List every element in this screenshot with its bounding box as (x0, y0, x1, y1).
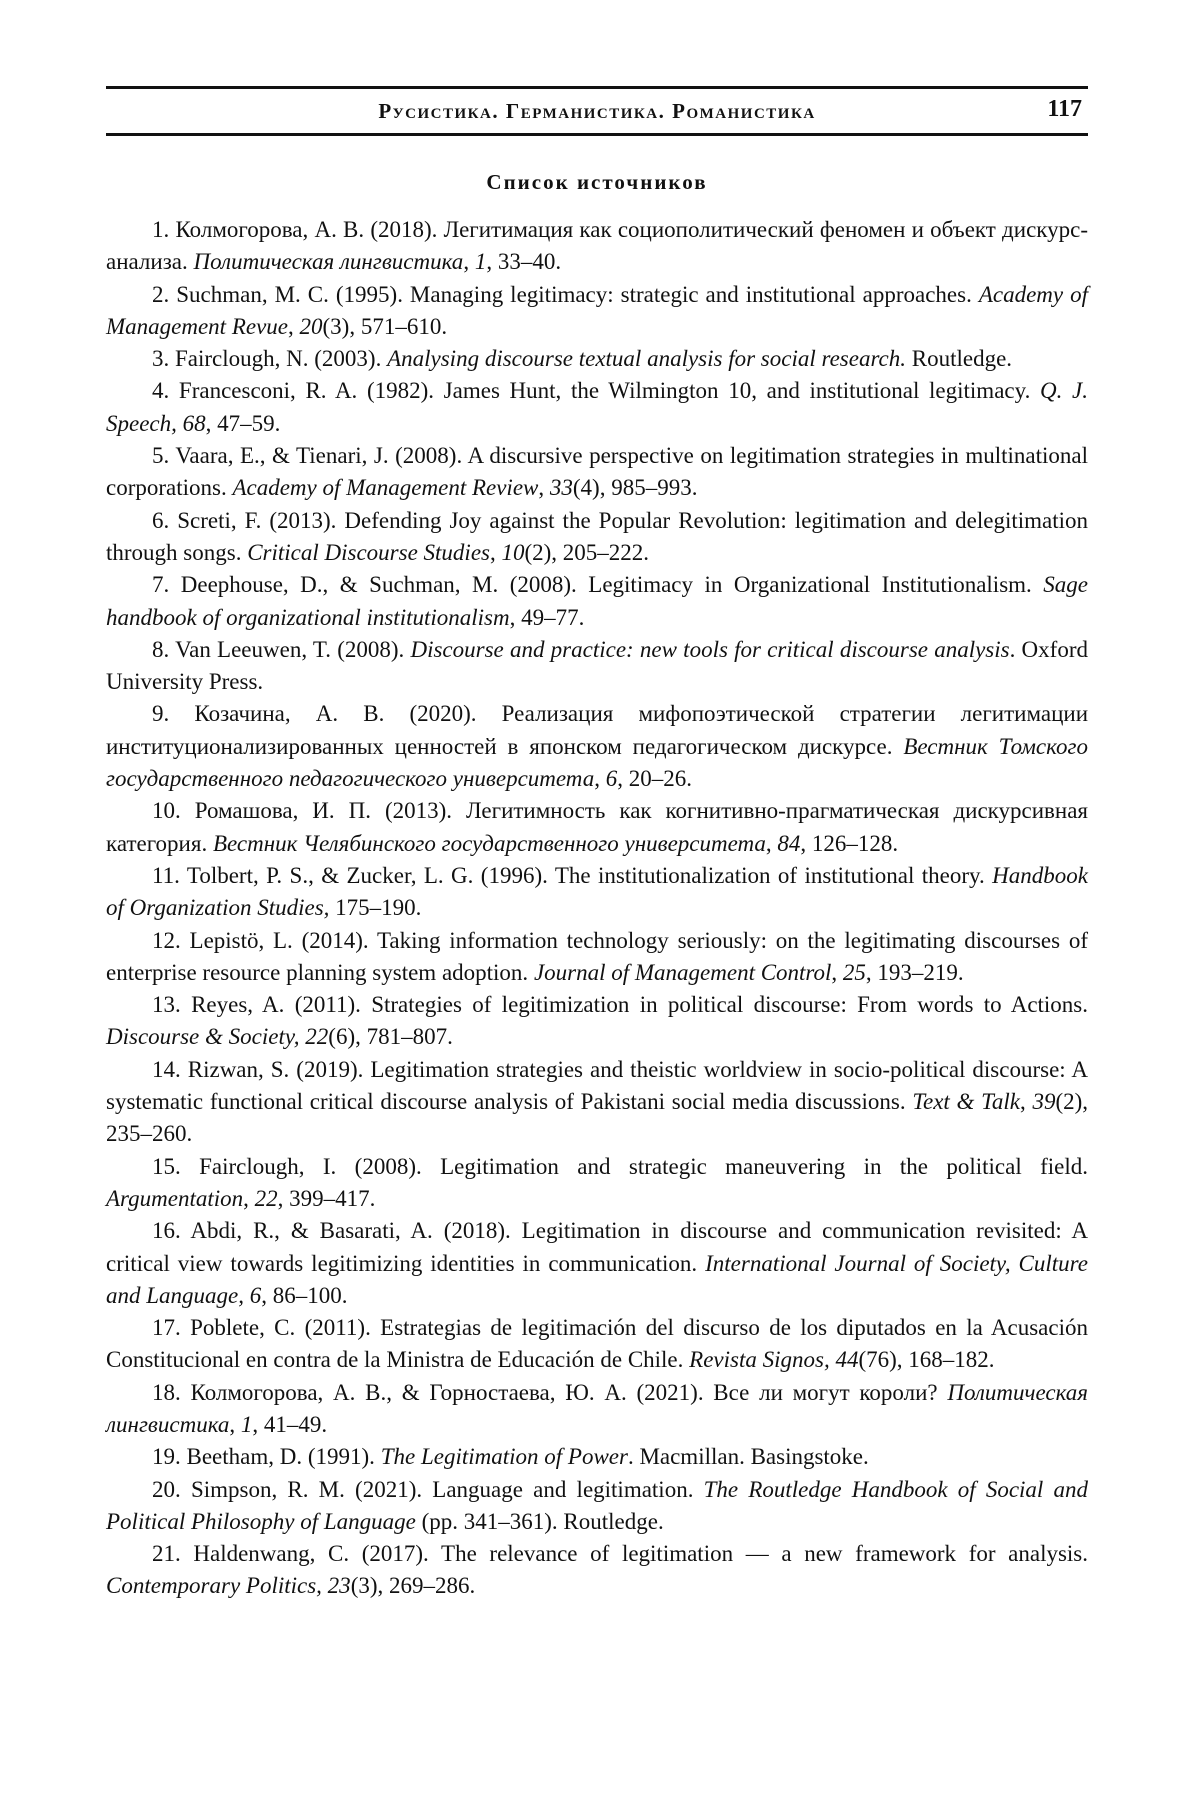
reference-text: , 193–219. (866, 960, 964, 985)
reference-number: 11. (152, 863, 180, 888)
reference-text: Van Leeuwen, T. (2008). (175, 637, 410, 662)
reference-source-italic: Вестник Челябинского государственного университета (213, 831, 766, 856)
reference-text: Козачина, А. В. (2020). Реализация мифопоэтической стратегии легитимации институционализированных ценностей в японском педагогическом дискурсе. (106, 701, 1088, 758)
reference-text: (6), 781–807. (328, 1024, 453, 1049)
reference-text: , (229, 1412, 241, 1437)
reference-text: Fairclough, N. (2003). (175, 346, 387, 371)
reference-text: , (463, 249, 475, 274)
reference-item (106, 989, 1088, 1054)
reference-source-italic: Вестник Томского государственного педагогического университета (106, 734, 1088, 791)
reference-text: Vaara, E., & Tienari, J. (2008). A discursive perspective on legitimation strategies in multinational corporations. (106, 443, 1088, 500)
reference-text: (3), 269–286. (351, 1573, 476, 1598)
reference-text: (pp. 341–361). Routledge. (416, 1509, 664, 1534)
reference-source-italic: 22 (255, 1186, 278, 1211)
reference-item (106, 1151, 1088, 1216)
reference-source-italic: The Legitimation of Power (381, 1444, 628, 1469)
reference-source-italic: 6 (606, 766, 618, 791)
reference-number: 3. (152, 346, 169, 371)
reference-source-italic: Contemporary Politics, 23 (106, 1573, 351, 1598)
reference-text: , (594, 766, 606, 791)
reference-item (106, 860, 1088, 925)
section-title: Список источников (106, 170, 1088, 195)
reference-text: Колмогорова, А. В. (2018). Легитимация как социополитический феномен и объект дискурс-анализа. (106, 217, 1088, 274)
reference-source-italic: Critical Discourse Studies (247, 540, 490, 565)
reference-number: 1. (152, 217, 169, 242)
reference-text: Poblete, C. (2011). Estrategias de legitimación del discurso de los diputados en la Acusación Constitucional en contra de la Ministra de Educación de Chile. (106, 1315, 1088, 1372)
reference-text: Routledge. (906, 346, 1012, 371)
reference-item (106, 1441, 1088, 1473)
page-number: 117 (1047, 96, 1082, 123)
reference-text: , 47–59. (206, 411, 281, 436)
reference-text: , 20–26. (617, 766, 692, 791)
reference-source-italic: Политическая лингвистика (106, 1380, 1088, 1437)
reference-source-italic: Discourse & Society, 22 (106, 1024, 328, 1049)
reference-number: 19. (152, 1444, 181, 1469)
reference-text: , 126–128. (800, 831, 898, 856)
reference-item (106, 343, 1088, 375)
reference-text: , 33–40. (486, 249, 561, 274)
reference-number: 12. (152, 928, 181, 953)
reference-source-italic: Sage handbook of organizational institutionalism (106, 572, 1088, 629)
reference-number: 13. (152, 992, 181, 1017)
running-title: Русистика. Германистика. Романистика (106, 99, 1088, 124)
reference-source-italic: Academy of Management Revue (106, 282, 1088, 339)
reference-text: . Oxford University Press. (106, 637, 1088, 694)
reference-item (106, 214, 1088, 279)
reference-source-italic: The Routledge Handbook of Social and Political Philosophy of Language (106, 1477, 1088, 1534)
reference-text: Tolbert, P. S., & Zucker, L. G. (1996). The institutionalization of institutional theory. (187, 863, 992, 888)
reference-text: , (490, 540, 502, 565)
reference-item (106, 279, 1088, 344)
reference-source-italic: Text & Talk (912, 1089, 1020, 1114)
reference-text: , (538, 475, 550, 500)
reference-number: 21. (152, 1541, 181, 1566)
reference-list (106, 214, 1088, 1603)
reference-text: (4), 985–993. (573, 475, 698, 500)
reference-item (106, 1312, 1088, 1377)
reference-number: 8. (152, 637, 169, 662)
reference-source-italic: 10 (501, 540, 524, 565)
reference-text: Колмогорова, А. В., & Горностаева, Ю. А. (2021). Все ли могут короли? (191, 1380, 948, 1405)
reference-source-italic: 1 (475, 249, 487, 274)
reference-item (106, 795, 1088, 860)
reference-item (106, 569, 1088, 634)
reference-text: , (243, 1186, 255, 1211)
reference-source-italic: Analysing discourse textual analysis for social research. (387, 346, 906, 371)
reference-text: , 86–100. (261, 1283, 347, 1308)
reference-source-italic: 84 (777, 831, 800, 856)
reference-text: . Macmillan. Basingstoke. (628, 1444, 869, 1469)
reference-number: 17. (152, 1315, 181, 1340)
reference-item (106, 375, 1088, 440)
reference-source-italic: Journal of Management Control (534, 960, 831, 985)
reference-source-italic: 1 (241, 1412, 253, 1437)
reference-text: Lepistö, L. (2014). Taking information technology seriously: on the legitimating discourses of enterprise resource planning system adoption. (106, 928, 1088, 985)
reference-source-italic: 20 (300, 314, 323, 339)
reference-source-italic: Q. J. Speech, 68 (106, 378, 1088, 435)
reference-text: , 49–77. (510, 605, 585, 630)
reference-item (106, 1215, 1088, 1312)
reference-source-italic: 39 (1032, 1089, 1055, 1114)
reference-text: Simpson, R. M. (2021). Language and legitimation. (191, 1477, 704, 1502)
reference-text: (2), 205–222. (524, 540, 649, 565)
running-header (106, 86, 1088, 136)
reference-source-italic: Политическая лингвистика (194, 249, 464, 274)
reference-item (106, 1474, 1088, 1539)
reference-text: (76), 168–182. (858, 1347, 994, 1372)
reference-text: , 41–49. (252, 1412, 327, 1437)
reference-number: 16. (152, 1218, 181, 1243)
reference-item (106, 925, 1088, 990)
reference-source-italic: 33 (550, 475, 573, 500)
reference-text: Deephouse, D., & Suchman, M. (2008). Legitimacy in Organizational Institutionalism. (181, 572, 1044, 597)
reference-item (106, 440, 1088, 505)
reference-text: Francesconi, R. A. (1982). James Hunt, the Wilmington 10, and institutional legitimacy. (179, 378, 1040, 403)
reference-text: , (1020, 1089, 1032, 1114)
reference-number: 20. (152, 1477, 181, 1502)
reference-number: 4. (152, 378, 169, 403)
reference-number: 15. (152, 1154, 181, 1179)
reference-text: Suchman, M. C. (1995). Managing legitimacy: strategic and institutional approaches. (176, 282, 979, 307)
reference-text: Reyes, A. (2011). Strategies of legitimization in political discourse: From words to Actions. (191, 992, 1088, 1017)
reference-number: 7. (152, 572, 169, 597)
reference-item (106, 634, 1088, 699)
reference-source-italic: 25 (843, 960, 866, 985)
reference-text: Rizwan, S. (2019). Legitimation strategies and theistic worldview in socio-political discourse: A systematic functional critical discourse analysis of Pakistani social media discussions. (106, 1057, 1088, 1114)
reference-number: 10. (152, 798, 181, 823)
reference-text: , (766, 831, 778, 856)
reference-text: Abdi, R., & Basarati, A. (2018). Legitimation in discourse and communication revisited: A critical view towards legitimizing identities in communication. (106, 1218, 1088, 1275)
reference-text: , (831, 960, 843, 985)
reference-number: 14. (152, 1057, 181, 1082)
reference-source-italic: Discourse and practice: new tools for critical discourse analysis (410, 637, 1009, 662)
reference-number: 6. (152, 508, 169, 533)
reference-text: Screti, F. (2013). Defending Joy against the Popular Revolution: legitimation and delegitimation through songs. (106, 508, 1088, 565)
reference-number: 9. (152, 701, 169, 726)
reference-item (106, 505, 1088, 570)
reference-item (106, 698, 1088, 795)
reference-number: 5. (152, 443, 169, 468)
reference-number: 18. (152, 1380, 181, 1405)
reference-item (106, 1054, 1088, 1151)
reference-source-italic: Handbook of Organization Studies, (106, 863, 1088, 920)
reference-text: Ромашова, И. П. (2013). Легитимность как когнитивно-прагматическая дискурсивная категория. (106, 798, 1088, 855)
reference-text: , (288, 314, 300, 339)
reference-source-italic: Academy of Management Review (232, 475, 538, 500)
reference-text: (3), 571–610. (323, 314, 448, 339)
reference-text: Haldenwang, C. (2017). The relevance of legitimation — a new framework for analysis. (193, 1541, 1088, 1566)
reference-text: , 399–417. (278, 1186, 376, 1211)
reference-item (106, 1377, 1088, 1442)
reference-text: Fairclough, I. (2008). Legitimation and strategic maneuvering in the political field. (199, 1154, 1088, 1179)
reference-source-italic: Revista Signos, 44 (689, 1347, 858, 1372)
reference-text: 175–190. (329, 895, 421, 920)
reference-text: (2), 235–260. (106, 1089, 1088, 1146)
reference-text: Beetham, D. (1991). (187, 1444, 381, 1469)
reference-number: 2. (152, 282, 169, 307)
reference-item (106, 1538, 1088, 1603)
reference-source-italic: International Journal of Society, Culture and Language, 6 (106, 1251, 1088, 1308)
reference-source-italic: Argumentation (106, 1186, 243, 1211)
